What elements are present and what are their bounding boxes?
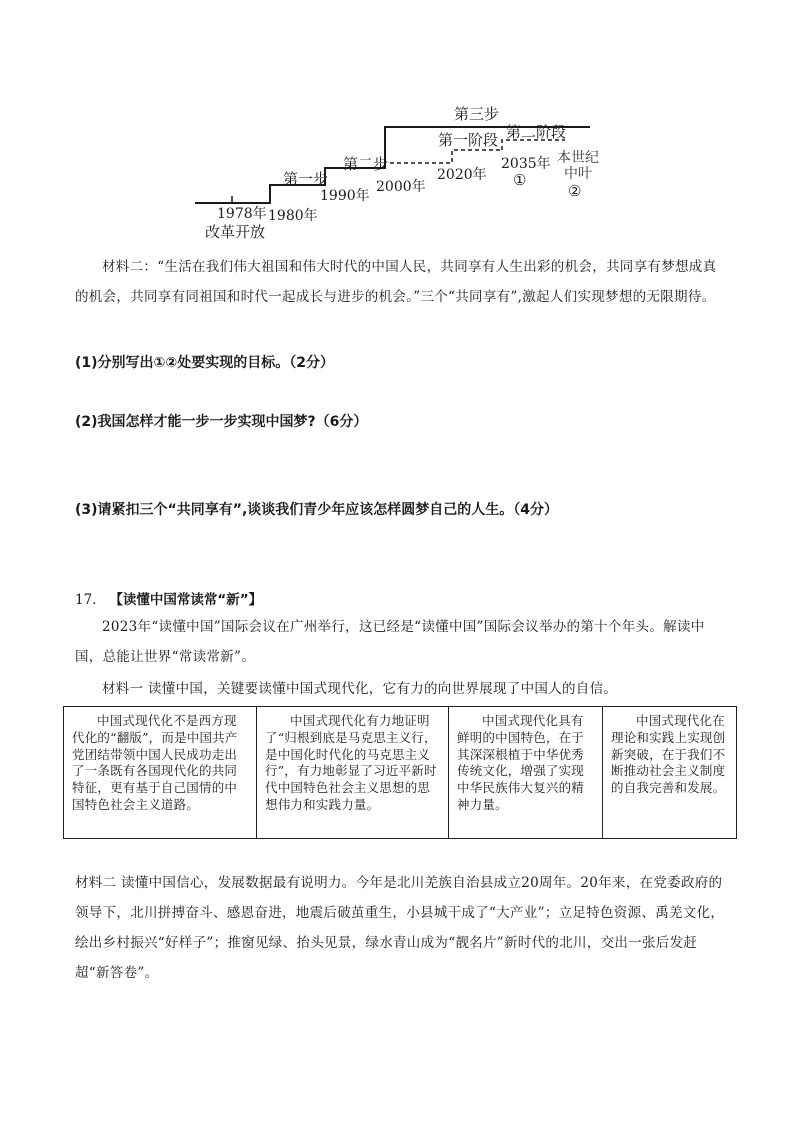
label-circle-1: ① [513,171,527,189]
label-1990: 1990年 [320,188,370,204]
table-cell: 中国式现代化在理论和实践上实现创新突破，在于我们不断推动社会主义制度的自我完善和发展。 [611,713,726,796]
label-2000: 2000年 [376,179,426,195]
material2-beichuan-paragraph: 材料二 读懂中国信心，发展数据最有说明力。今年是北川羌族自治县成立20周年。20年来，在党委政府的领导下，北川拼搏奋斗、感恩奋进，地震后破茧重生，小县城干成了“大产业”；立足特色资源、禹羌文化，绘出乡村振兴“好样子”；推窗见绿、抬头见景，绿水青山成为“靓名片”新时代的北川，交出一张后发赶超“新答卷”。 [75,875,725,981]
label-1980: 1980年 [268,208,318,224]
material1-paragraph: 材料一 读懂中国，关键要读懂中国式现代化，它有力的向世界展现了中国人的自信。 [102,681,618,697]
section17-intro: 2023年“读懂中国”国际会议在广州举行，这已经是“读懂中国”国际会议举办的第十个年头。解读中国，总能让世界“常读常新”。 [75,619,705,665]
question-1: (1)分别写出①②处要实现的目标。（2分） [75,355,334,371]
development-steps-diagram [190,100,610,250]
label-midcentury-2: 中叶 [564,166,592,182]
label-step1: 第一步 [283,170,329,188]
material2-paragraph: 材料二：“生活在我们伟大祖国和伟大时代的中国人民，共同享有人生出彩的机会，共同享有梦想成真的机会，共同享有同祖国和时代一起成长与进步的机会。”三个“共同享有”,激起人们实现梦想的无限期待。 [75,259,717,305]
table-cell: 中国式现代化具有鲜明的中国特色，在于其深深根植于中华优秀传统文化，增强了实现中华民族伟大复兴的精神力量。 [449,707,603,838]
label-1978: 1978年 [217,206,267,222]
phase1-dashed-line [390,150,502,163]
label-step3: 第三步 [454,105,500,123]
modernization-table [63,706,737,839]
label-midcentury-1: 本世纪 [557,150,599,166]
table-cell: 中国式现代化不是西方现代化的“翻版”，而是中国共产党团结带领中国人民成功走出了一条既有各国现代化的共同特征，更有基于自己国情的中国特色社会主义道路。 [64,707,257,838]
label-circle-2: ② [568,182,582,200]
section17-title: 【读懂中国常读常“新”】 [109,592,263,608]
label-2020: 2020年 [437,167,487,183]
label-phase1: 第一阶段 [438,131,499,149]
question-2: (2)我国怎样才能一步一步实现中国梦?（6分） [75,414,368,430]
label-phase2: 第二阶段 [506,123,567,141]
label-reform: 改革开放 [205,223,266,241]
section17-number: 17. [75,592,97,608]
label-step2: 第二步 [343,155,389,173]
question-3: (3)请紧扣三个“共同享有”,谈谈我们青少年应该怎样圆梦自己的人生。（4分） [75,502,558,518]
phase2-dashed-line [502,140,565,150]
table-cell: 中国式现代化有力地证明了“归根到底是马克思主义行，是中国化时代化的马克思主义行”，有力地彰显了习近平新时代中国特色社会主义思想的思想伟力和实践力量。 [257,707,449,838]
section17-heading [75,588,262,608]
label-2035: 2035年 [501,156,551,172]
